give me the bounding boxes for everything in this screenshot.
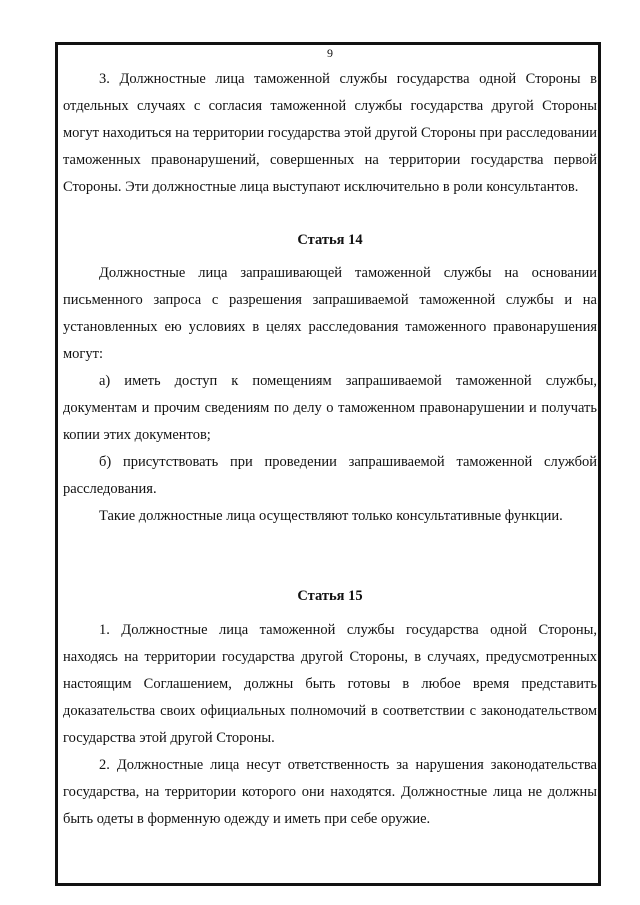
spacer (63, 610, 597, 617)
document-body (63, 46, 597, 833)
spacer (63, 201, 597, 227)
article-14-item-a: а) иметь доступ к помещениям запрашиваемой таможенной службы, документам и прочим сведениям по делу о таможенном правонарушении и получать копии этих документов; (63, 373, 597, 443)
article-14-item-b: б) присутствовать при проведении запрашиваемой таможенной службой расследования. (63, 454, 597, 497)
article-14-heading: Статья 14 (297, 232, 363, 248)
article-14-final: Такие должностные лица осуществляют только консультативные функции. (99, 508, 563, 524)
article-15-paragraph-2: 2. Должностные лица несут ответственность за нарушения законодательства государства, на территории которого они находятся. Должностные лица не должны быть одеты в форменную одежду и иметь при себе оружие. (63, 757, 597, 827)
article-15-heading: Статья 15 (297, 588, 363, 604)
spacer (63, 530, 597, 583)
paragraph-3: 3. Должностные лица таможенной службы государства одной Стороны в отдельных случаях с согласия таможенной службы государства другой Стороны могут находиться на территории государства этой другой Стороны при расследовании таможенных правонарушений, совершенных на территории государства первой Стороны. Эти должностные лица выступают исключительно в роли консультантов. (63, 71, 597, 195)
article-14-intro: Должностные лица запрашивающей таможенной службы на основании письменного запроса с разрешения запрашиваемой таможенной службы и на установленных ею условиях в целях расследования таможенного правонарушения могут: (63, 265, 597, 362)
article-15-paragraph-1: 1. Должностные лица таможенной службы государства одной Стороны, находясь на территории государства другой Стороны, в случаях, предусмотренных настоящим Соглашением, должны быть готовы в любое время представить доказательства своих официальных полномочий в соответствии с законодательством государства этой другой Стороны. (63, 622, 597, 746)
page-number: 9 (327, 46, 333, 60)
